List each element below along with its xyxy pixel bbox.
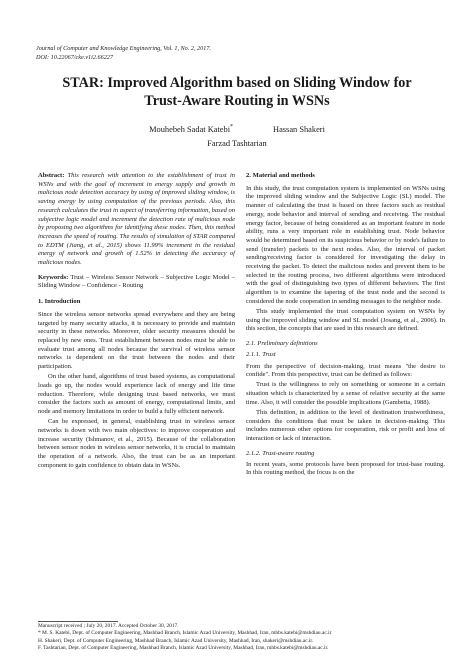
section-heading-introduction: 1. Introduction: [38, 298, 81, 306]
title-line-2: Trust-Aware Routing in WSNs: [144, 93, 330, 109]
subsection-heading-trust-aware-routing: 2.1.2. Trust-aware routing: [246, 449, 315, 457]
keywords: [38, 274, 235, 291]
trust-paragraph-1: From the perspective of decision-making, trust means "the desire to confide". From this perspective, trust can be defined as follows:: [246, 362, 445, 379]
abstract: [38, 172, 235, 268]
corresponding-author-mark: *: [230, 124, 234, 130]
intro-paragraph-2: On the other hand, algorithms of trust based systems, as computational loads go up, the nodes would experience lack of energy and life time reduction. Therefore, while designing trust based networks, we must consider the factors such as amount of energy, computational limits, and node and memory limitations in order to build a fully efficient network.: [38, 373, 235, 416]
footnotes: [38, 623, 448, 653]
routing-paragraph-1: In recent years, some protocols have been proposed for trust-base routing. In this routing method, the focus is on the: [246, 460, 445, 477]
footnote-tashtarian: F. Tashtarian, Dept. of Computer Engineering, Mashhad Branch, Islamic Azad University, Mashhad, Iran, mhbs.katebi@mshdiau.ac.ir.: [38, 645, 329, 652]
footnote-divider: [38, 621, 118, 622]
keywords-text: Trust – Wireless Sensor Network – Subjective Logic Model – Sliding Window – Confidence - Routing: [38, 273, 235, 290]
trust-paragraph-3: This definition, in addition to the level of destination trustworthiness, considers the conditions that must be taken in decision-making. This includes numerous other options for cooperation, risk or profit and loss of interaction or lack of interaction.: [246, 409, 445, 443]
abstract-text: This research with attention to the establishment of trust in WSNs and with the goal of increment in energy supply and growth in malicious node detection accuracy by using of improved sliding window, is saving energy by using computation of the previous periods. Also, this research calculates the trust in aspect of transferring information, based on subjective logic model and increment the detection rate of malicious node by proposing two algorithms for identifying these nodes. Then, this method increases the speed of routing. The results of simulation of STAR compared to EDTM (Jiang, et al., 2015) shows 11.99% increment in the residual energy of network and growth of 1.52% in detecting the accuracy of malicious nodes.: [38, 172, 235, 267]
intro-paragraph-3: Can be expressed, in general, establishing trust in wireless sensor networks is down with two main objectives: to improve cooperation and increase security (Ishmanov, et al., 2015). Because of the collaboration between sensor nodes in wireless sensor networks, it is crucial to maintain the operation of a network. Also, the trust can be as an important component to gain confidence to obtain data in WSNs.: [38, 418, 235, 469]
journal-doi: DOI: 10.22067/cke.v1i2.66227: [36, 54, 113, 61]
journal-header: [36, 44, 211, 62]
author-tashtarian: Farzad Tashtarian: [207, 139, 267, 148]
subsection-heading-trust: 2.1.1. Trust: [246, 350, 276, 358]
right-column: [246, 172, 445, 480]
intro-paragraph-1: Since the wireless sensor networks spread everywhere and they are being targeted by many security attacks, it is necessary to provide and maintain security in these networks. Moreover, older security measures should be replaced by new ones. Trust establishment between nodes must be able to evaluate trust among all nodes because the survival of wireless sensor networks is dependent on the trust between the nodes and their participation.: [38, 310, 235, 371]
author-shakeri: Hassan Shakeri: [273, 124, 325, 134]
footnote-received: Manuscript received ; July 20, 2017. Accepted October 30, 2017.: [38, 623, 179, 629]
abstract-label: Abstract:: [38, 172, 65, 179]
journal-citation: Journal of Computer and Knowledge Engineering, Vol. 1, No. 2, 2017.: [36, 45, 211, 52]
title-line-1: STAR: Improved Algorithm based on Sliding Window for: [62, 75, 412, 91]
author-row: [30, 124, 444, 134]
paper-title: [30, 74, 444, 110]
keywords-label: Keywords:: [38, 273, 69, 281]
methods-paragraph-2: This study implemented the trust computation system on WSNs by using the improved sliding window and SL model (Josang, et al., 2006). In this section, the concepts that are used in this research are defined.: [246, 308, 445, 333]
methods-paragraph-1: In this study, the trust computation system is implemented on WSNs using the improved sliding window and the Subjective Logic (SL) model. The manner of calculating the trust is based on three factors such as residual energy, node behavior and interval of sending and receiving. The residual energy factor, because of being considered as an important feature in node ability, runs a very important role in establishing trust. Node behavior would be determined based on its suspicious behavior or by node's failure to send (transfer) packets to the next nodes. Also, the interval of packet sending/receiving factor is considered for investigating the delay in receiving the packet. To detect the malicious nodes and prevent them to be selected in the routing process, two different algorithms were introduced with the goal of distinguishing two types of different behaviors. The first algorithm is to examine the tapering of the trust node and the second is considered the node cooperation in sending messages to the neighbor node.: [246, 184, 445, 305]
footnote-shakeri: H. Shakeri, Dept. of Computer Engineering, Mashhad Branch, Islamic Azad University, Mashhad, Iran, shakeri@mshdiau.ac.ir.: [38, 637, 314, 644]
subsection-heading-preliminary: 2.1. Preliminary definitions: [246, 340, 318, 348]
left-column: [38, 172, 235, 472]
author-katebi: Mouhebeh Sadat Katebi*: [149, 124, 234, 134]
trust-paragraph-2: Trust is the willingness to rely on something or someone in a certain situation which is characterized by a sense of relative security at the same time. Also, it will consider the possible implications (Gambetta, 1988).: [246, 381, 445, 406]
footnote-katebi: * M. S. Katebi, Dept. of Computer Engineering, Mashhad Branch, Islamic Azad University, Mashhad, Iran, mhbs.katebi@mshdiau.ac.ir: [38, 630, 332, 637]
section-heading-material-methods: 2. Material and methods: [246, 172, 315, 179]
